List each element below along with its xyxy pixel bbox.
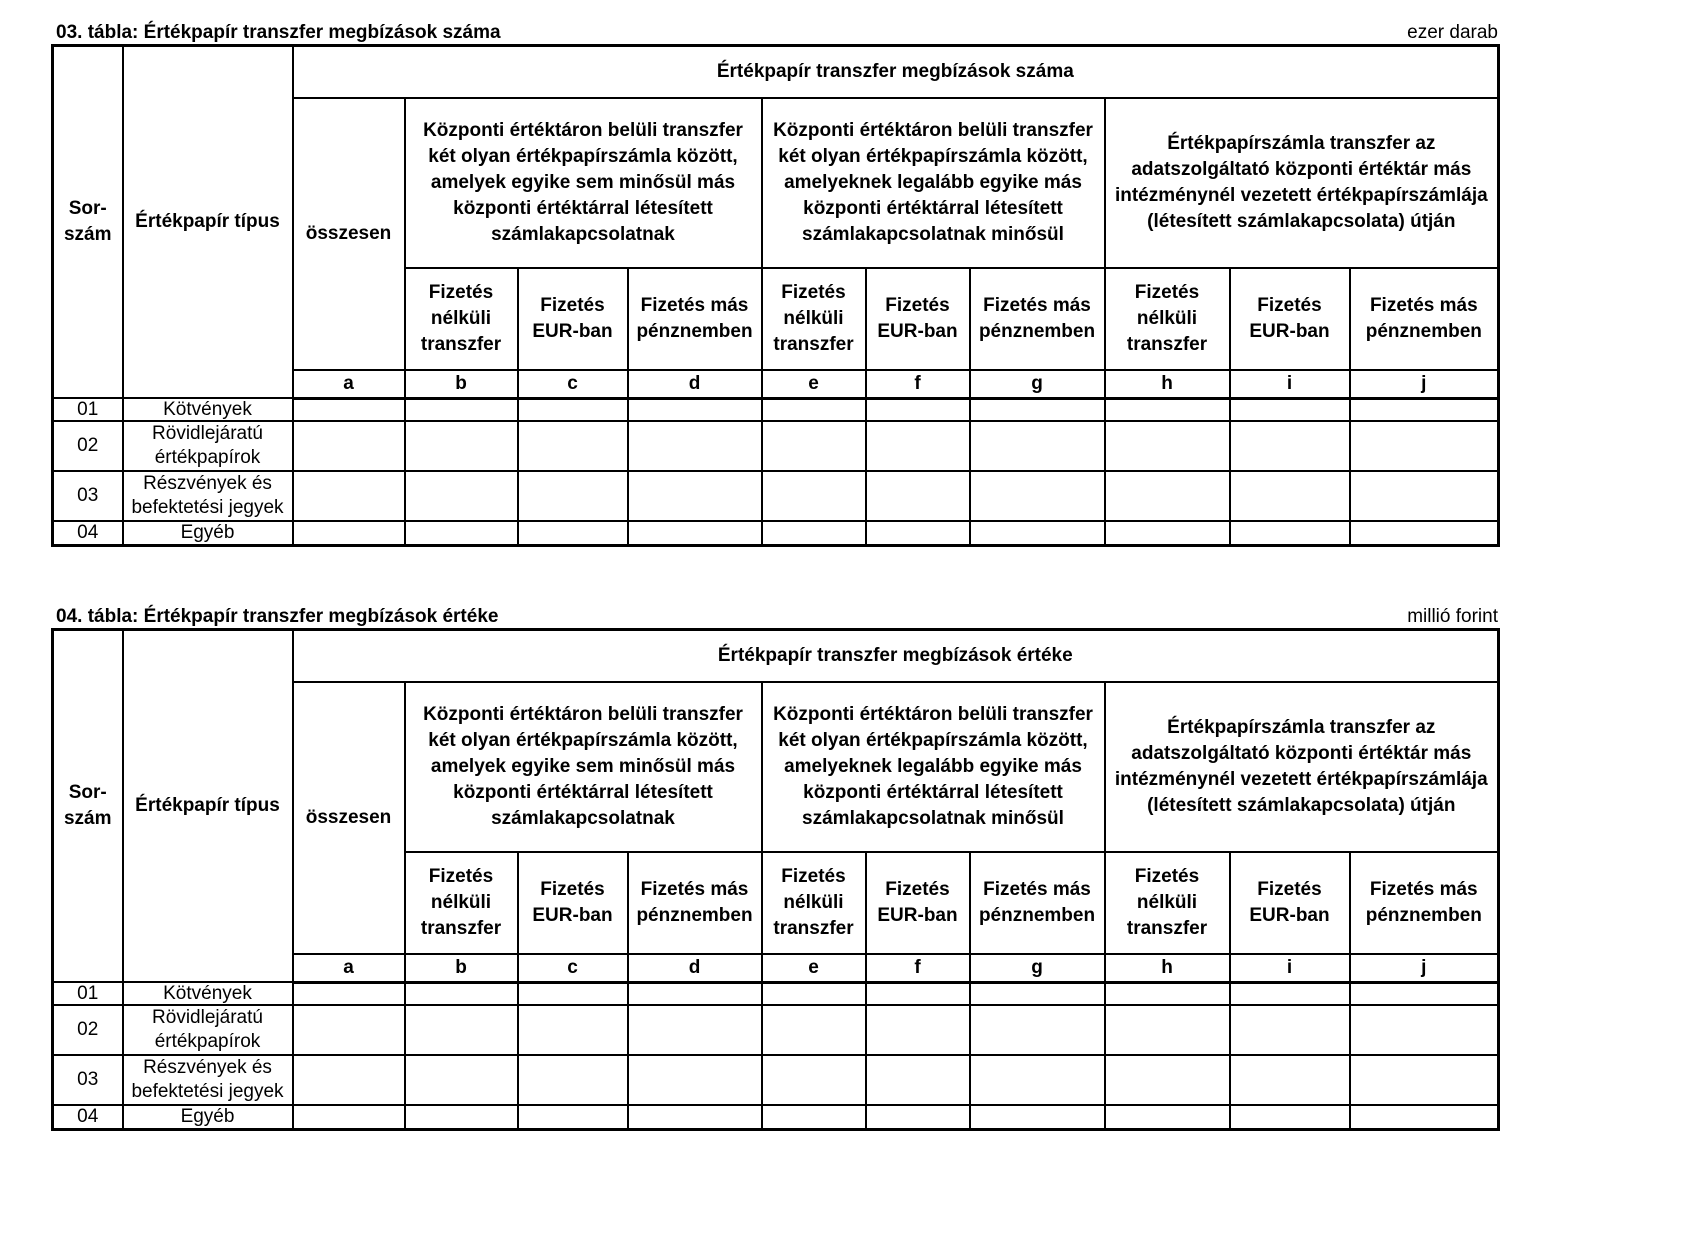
- input-cell-b[interactable]: [405, 1055, 518, 1105]
- column-letter-a: a: [293, 954, 405, 983]
- header-category-1: Központi értéktáron belüli transzfer két olyan értékpapírszámla között, amelyek egyike sem minősül más központi értéktárral létesített számlakapcsolatnak: [405, 682, 762, 852]
- input-cell-i[interactable]: [1230, 1005, 1350, 1055]
- table-row: [53, 982, 1499, 1005]
- row-label: Kötvények: [123, 398, 293, 421]
- header-sub-1: Fizetés nélküli transzfer: [405, 852, 518, 954]
- header-category-3: Értékpapírszámla transzfer az adatszolgáltató központi értéktár más intézménynél vezetett értékpapírszámlája (létesített számlakapcsolata) útján: [1105, 98, 1499, 268]
- column-letter-a: a: [293, 370, 405, 399]
- input-cell-a[interactable]: [293, 398, 405, 421]
- header-sub-4: Fizetés nélküli transzfer: [762, 268, 866, 370]
- input-cell-j[interactable]: [1350, 982, 1499, 1005]
- input-cell-j[interactable]: [1350, 1005, 1499, 1055]
- input-cell-e[interactable]: [762, 421, 866, 471]
- input-cell-f[interactable]: [866, 471, 970, 521]
- input-cell-i[interactable]: [1230, 421, 1350, 471]
- input-cell-d[interactable]: [628, 421, 762, 471]
- input-cell-c[interactable]: [518, 1005, 628, 1055]
- input-cell-b[interactable]: [405, 521, 518, 545]
- input-cell-h[interactable]: [1105, 982, 1230, 1005]
- input-cell-d[interactable]: [628, 398, 762, 421]
- row-number: 04: [53, 1105, 123, 1129]
- input-cell-h[interactable]: [1105, 421, 1230, 471]
- column-letter-i: i: [1230, 954, 1350, 983]
- input-cell-i[interactable]: [1230, 398, 1350, 421]
- header-sub-1: Fizetés nélküli transzfer: [405, 268, 518, 370]
- header-sub-8: Fizetés EUR-ban: [1230, 268, 1350, 370]
- input-cell-e[interactable]: [762, 521, 866, 545]
- column-letter-d: d: [628, 370, 762, 399]
- column-letter-d: d: [628, 954, 762, 983]
- row-number: 04: [53, 521, 123, 545]
- row-label: Rövidlejáratú értékpapírok: [123, 421, 293, 471]
- input-cell-j[interactable]: [1350, 398, 1499, 421]
- input-cell-g[interactable]: [970, 1055, 1105, 1105]
- input-cell-d[interactable]: [628, 521, 762, 545]
- input-cell-e[interactable]: [762, 1105, 866, 1129]
- row-number: 01: [53, 398, 123, 421]
- input-cell-c[interactable]: [518, 471, 628, 521]
- column-letter-i: i: [1230, 370, 1350, 399]
- header-sub-6: Fizetés más pénznemben: [970, 852, 1105, 954]
- data-table: [51, 628, 1500, 1131]
- header-osszesen: összesen: [293, 98, 405, 370]
- input-cell-j[interactable]: [1350, 471, 1499, 521]
- input-cell-e[interactable]: [762, 1005, 866, 1055]
- input-cell-a[interactable]: [293, 1105, 405, 1129]
- input-cell-i[interactable]: [1230, 1055, 1350, 1105]
- column-letter-f: f: [866, 370, 970, 399]
- input-cell-e[interactable]: [762, 1055, 866, 1105]
- header-sorszam: Sor- szám: [53, 630, 123, 983]
- column-letter-b: b: [405, 954, 518, 983]
- table-title: 04. tábla: Értékpapír transzfer megbízások értéke: [56, 606, 499, 627]
- row-label: Egyéb: [123, 521, 293, 545]
- input-cell-a[interactable]: [293, 521, 405, 545]
- input-cell-c[interactable]: [518, 398, 628, 421]
- input-cell-d[interactable]: [628, 1005, 762, 1055]
- input-cell-h[interactable]: [1105, 1105, 1230, 1129]
- input-cell-a[interactable]: [293, 1055, 405, 1105]
- header-tipus: Értékpapír típus: [123, 630, 293, 983]
- header-sorszam: Sor- szám: [53, 46, 123, 399]
- input-cell-b[interactable]: [405, 982, 518, 1005]
- table-unit: millió forint: [1407, 606, 1498, 627]
- row-number: 01: [53, 982, 123, 1005]
- input-cell-g[interactable]: [970, 1005, 1105, 1055]
- header-osszesen: összesen: [293, 682, 405, 954]
- input-cell-a[interactable]: [293, 471, 405, 521]
- header-tipus: Értékpapír típus: [123, 46, 293, 399]
- input-cell-h[interactable]: [1105, 1005, 1230, 1055]
- input-cell-f[interactable]: [866, 421, 970, 471]
- header-sub-2: Fizetés EUR-ban: [518, 268, 628, 370]
- input-cell-j[interactable]: [1350, 421, 1499, 471]
- input-cell-d[interactable]: [628, 471, 762, 521]
- input-cell-e[interactable]: [762, 982, 866, 1005]
- table-row: [53, 1055, 1499, 1105]
- row-label: Részvények és befektetési jegyek: [123, 1055, 293, 1105]
- input-cell-h[interactable]: [1105, 398, 1230, 421]
- header-group: Értékpapír transzfer megbízások száma: [293, 46, 1499, 98]
- input-cell-b[interactable]: [405, 471, 518, 521]
- input-cell-i[interactable]: [1230, 521, 1350, 545]
- table-block-1: [51, 22, 1498, 547]
- row-label: Rövidlejáratú értékpapírok: [123, 1005, 293, 1055]
- table-unit: ezer darab: [1407, 22, 1498, 43]
- column-letter-e: e: [762, 370, 866, 399]
- input-cell-g[interactable]: [970, 421, 1105, 471]
- table-caption: [51, 606, 1498, 628]
- header-sub-7: Fizetés nélküli transzfer: [1105, 268, 1230, 370]
- input-cell-a[interactable]: [293, 1005, 405, 1055]
- row-number: 03: [53, 1055, 123, 1105]
- header-sub-9: Fizetés más pénznemben: [1350, 852, 1499, 954]
- input-cell-d[interactable]: [628, 982, 762, 1005]
- input-cell-b[interactable]: [405, 421, 518, 471]
- input-cell-g[interactable]: [970, 398, 1105, 421]
- input-cell-i[interactable]: [1230, 1105, 1350, 1129]
- row-number: 02: [53, 421, 123, 471]
- data-table: [51, 44, 1500, 547]
- input-cell-b[interactable]: [405, 398, 518, 421]
- table-row: [53, 1005, 1499, 1055]
- column-letter-h: h: [1105, 370, 1230, 399]
- input-cell-h[interactable]: [1105, 471, 1230, 521]
- row-number: 03: [53, 471, 123, 521]
- header-sub-3: Fizetés más pénznemben: [628, 268, 762, 370]
- table-row: [53, 471, 1499, 521]
- table-title: 03. tábla: Értékpapír transzfer megbízások száma: [56, 22, 501, 43]
- header-category-1: Központi értéktáron belüli transzfer két olyan értékpapírszámla között, amelyek egyike sem minősül más központi értéktárral létesített számlakapcsolatnak: [405, 98, 762, 268]
- header-sub-3: Fizetés más pénznemben: [628, 852, 762, 954]
- column-letter-j: j: [1350, 954, 1499, 983]
- table-block-2: [51, 606, 1498, 1131]
- table-row: [53, 421, 1499, 471]
- input-cell-j[interactable]: [1350, 521, 1499, 545]
- input-cell-h[interactable]: [1105, 1055, 1230, 1105]
- input-cell-b[interactable]: [405, 1005, 518, 1055]
- row-label: Egyéb: [123, 1105, 293, 1129]
- header-sub-9: Fizetés más pénznemben: [1350, 268, 1499, 370]
- header-sub-2: Fizetés EUR-ban: [518, 852, 628, 954]
- input-cell-c[interactable]: [518, 1055, 628, 1105]
- input-cell-f[interactable]: [866, 521, 970, 545]
- input-cell-h[interactable]: [1105, 521, 1230, 545]
- input-cell-f[interactable]: [866, 1005, 970, 1055]
- header-category-2: Központi értéktáron belüli transzfer két olyan értékpapírszámla között, amelyeknek legalább egyike más központi értéktárral létesített számlakapcsolatnak minősül: [762, 682, 1105, 852]
- input-cell-a[interactable]: [293, 982, 405, 1005]
- header-sub-6: Fizetés más pénznemben: [970, 268, 1105, 370]
- input-cell-j[interactable]: [1350, 1055, 1499, 1105]
- table-row: [53, 521, 1499, 545]
- column-letter-c: c: [518, 954, 628, 983]
- input-cell-b[interactable]: [405, 1105, 518, 1129]
- input-cell-f[interactable]: [866, 398, 970, 421]
- input-cell-d[interactable]: [628, 1055, 762, 1105]
- column-letter-f: f: [866, 954, 970, 983]
- row-label: Kötvények: [123, 982, 293, 1005]
- input-cell-e[interactable]: [762, 471, 866, 521]
- input-cell-i[interactable]: [1230, 471, 1350, 521]
- input-cell-g[interactable]: [970, 1105, 1105, 1129]
- input-cell-d[interactable]: [628, 1105, 762, 1129]
- row-number: 02: [53, 1005, 123, 1055]
- table-row: [53, 398, 1499, 421]
- column-letter-g: g: [970, 370, 1105, 399]
- input-cell-c[interactable]: [518, 982, 628, 1005]
- input-cell-c[interactable]: [518, 421, 628, 471]
- input-cell-f[interactable]: [866, 1105, 970, 1129]
- input-cell-e[interactable]: [762, 398, 866, 421]
- table-caption: [51, 22, 1498, 44]
- column-letter-j: j: [1350, 370, 1499, 399]
- header-sub-5: Fizetés EUR-ban: [866, 268, 970, 370]
- column-letter-c: c: [518, 370, 628, 399]
- column-letter-b: b: [405, 370, 518, 399]
- input-cell-c[interactable]: [518, 521, 628, 545]
- input-cell-a[interactable]: [293, 421, 405, 471]
- header-group: Értékpapír transzfer megbízások értéke: [293, 630, 1499, 682]
- input-cell-c[interactable]: [518, 1105, 628, 1129]
- header-sub-8: Fizetés EUR-ban: [1230, 852, 1350, 954]
- table-row: [53, 1105, 1499, 1129]
- row-label: Részvények és befektetési jegyek: [123, 471, 293, 521]
- header-category-3: Értékpapírszámla transzfer az adatszolgáltató központi értéktár más intézménynél vezetett értékpapírszámlája (létesített számlakapcsolata) útján: [1105, 682, 1499, 852]
- header-category-2: Központi értéktáron belüli transzfer két olyan értékpapírszámla között, amelyeknek legalább egyike más központi értéktárral létesített számlakapcsolatnak minősül: [762, 98, 1105, 268]
- input-cell-g[interactable]: [970, 471, 1105, 521]
- input-cell-g[interactable]: [970, 521, 1105, 545]
- input-cell-i[interactable]: [1230, 982, 1350, 1005]
- column-letter-e: e: [762, 954, 866, 983]
- column-letter-g: g: [970, 954, 1105, 983]
- header-sub-5: Fizetés EUR-ban: [866, 852, 970, 954]
- header-sub-7: Fizetés nélküli transzfer: [1105, 852, 1230, 954]
- input-cell-j[interactable]: [1350, 1105, 1499, 1129]
- input-cell-g[interactable]: [970, 982, 1105, 1005]
- input-cell-f[interactable]: [866, 982, 970, 1005]
- column-letter-h: h: [1105, 954, 1230, 983]
- header-sub-4: Fizetés nélküli transzfer: [762, 852, 866, 954]
- input-cell-f[interactable]: [866, 1055, 970, 1105]
